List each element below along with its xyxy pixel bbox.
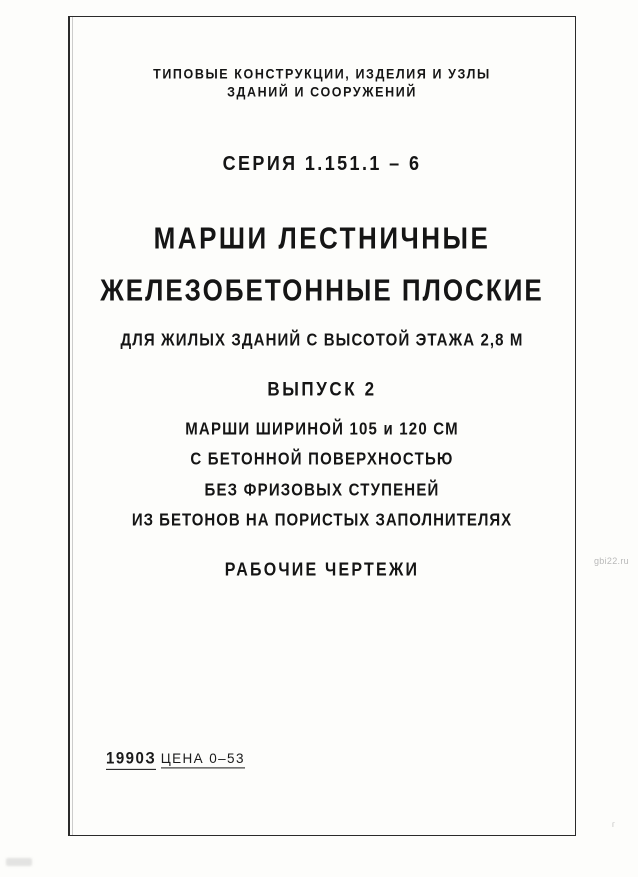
document-title-line-1: МАРШИ ЛЕСТНИЧНЫЕ [153, 220, 491, 256]
issue-number: ВЫПУСК 2 [267, 378, 377, 401]
header-line-1: ТИПОВЫЕ КОНСТРУКЦИИ, ИЗДЕЛИЯ И УЗЛЫ [153, 66, 491, 82]
series-number: СЕРИЯ 1.151.1 – 6 [222, 151, 422, 175]
spec-line-2: С БЕТОННОЙ ПОВЕРХНОСТЬЮ [190, 449, 454, 470]
document-content [68, 16, 576, 836]
document-title-line-2: ЖЕЛЕЗОБЕТОННЫЕ ПЛОСКИЕ [100, 272, 544, 308]
spec-line-4: ИЗ БЕТОНОВ НА ПОРИСТЫХ ЗАПОЛНИТЕЛЯХ [131, 510, 513, 531]
stamp-price: ЦЕНА 0–53 [161, 751, 245, 769]
stamp-year: 1990З [106, 749, 156, 770]
corner-mark: г [612, 820, 615, 829]
document-subtitle: ДЛЯ ЖИЛЫХ ЗДАНИЙ С ВЫСОТОЙ ЭТАЖА 2,8 М [120, 330, 524, 351]
spec-line-3: БЕЗ ФРИЗОВЫХ СТУПЕНЕЙ [204, 480, 440, 501]
spec-line-1: МАРШИ ШИРИНОЙ 105 и 120 СМ [185, 419, 459, 440]
scan-smudge [6, 858, 32, 866]
drawings-label: РАБОЧИЕ ЧЕРТЕЖИ [224, 560, 420, 581]
watermark-text: gbi22.ru [594, 556, 629, 566]
publication-stamp [106, 746, 245, 769]
header-line-2: ЗДАНИЙ И СООРУЖЕНИЙ [227, 84, 417, 100]
